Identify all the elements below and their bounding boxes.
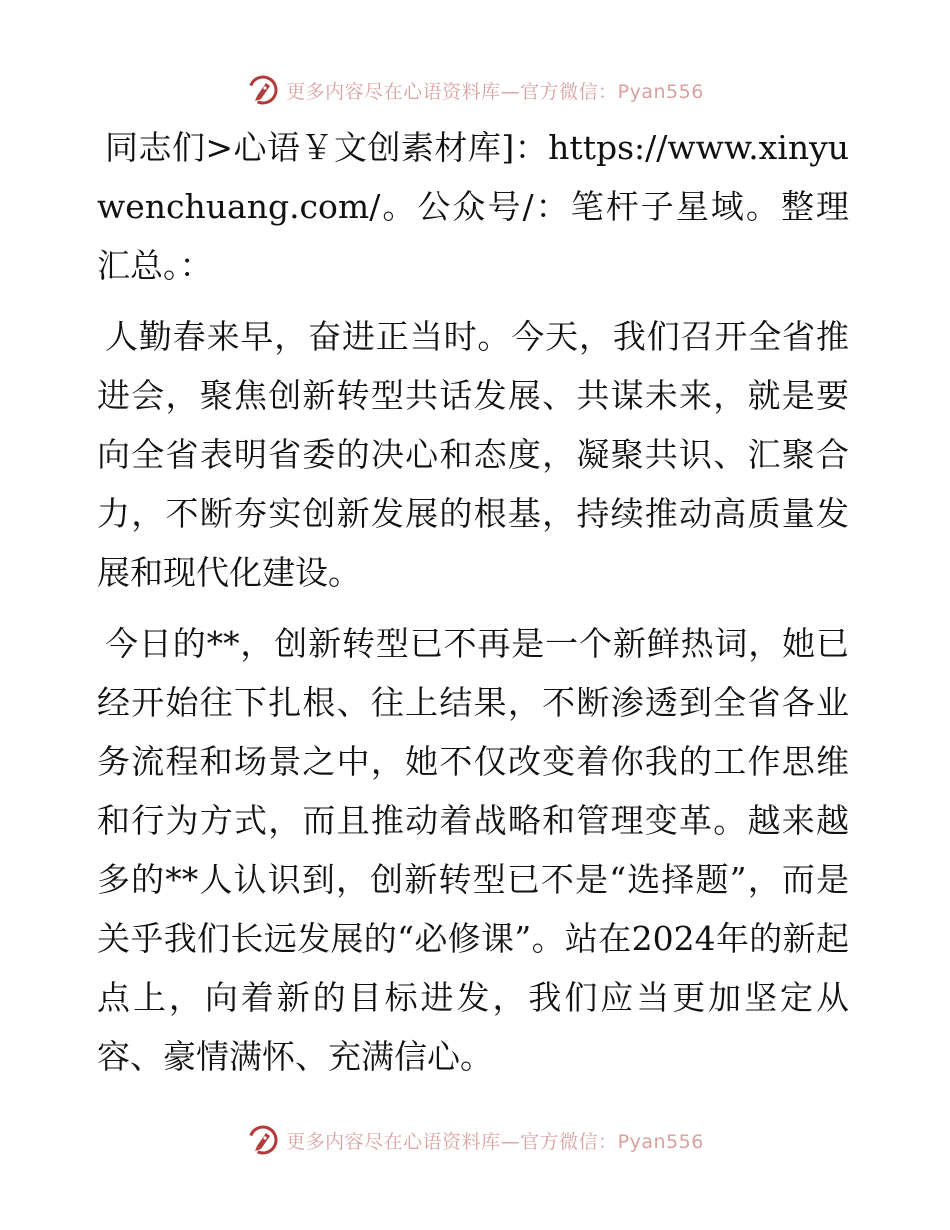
paragraph-main: 今日的**，创新转型已不再是一个新鲜热词，她已经开始往下扎根、往上结果，不断渗透到全省各业务流程和场景之中，她不仅改变着你我的工作思维和行为方式，而且推动着战略和管理变革。越来越多的**人认识到，创新转型已不是“选择题”，而是关乎我们长远发展的“必修课”。站在2024年的新起点上，向着新的目标进发，我们应当更加坚定从容、豪情满怀、充满信心。 [97, 624, 849, 1076]
footer-banner [0, 1120, 950, 1160]
document-body [97, 118, 849, 1086]
header-banner [0, 70, 950, 110]
header-banner-text: 更多内容尽在心语资料库—官方微信：Pyan556 [286, 80, 704, 103]
footer-banner-text: 更多内容尽在心语资料库—官方微信：Pyan556 [286, 1130, 704, 1153]
header-banner-inner [246, 73, 704, 107]
footer-banner-inner [246, 1123, 704, 1157]
pen-nib-logo-icon [246, 73, 280, 107]
pen-nib-logo-icon [246, 1123, 280, 1157]
paragraph-gap [97, 295, 849, 307]
paragraph-opening: 人勤春来早，奋进正当时。今天，我们召开全省推进会，聚焦创新转型共话发展、共谋未来，就是要向全省表明省委的决心和态度，凝聚共识、汇聚合力，不断夯实创新发展的根基，持续推动高质量发展和现代化建设。 [97, 317, 849, 592]
paragraph-gap [97, 602, 849, 614]
paragraph-source-note: 同志们>心语￥文创素材库]：https://www.xinyuwenchuang.com/。公众号/：笔杆子星域。整理汇总。： [97, 128, 849, 285]
